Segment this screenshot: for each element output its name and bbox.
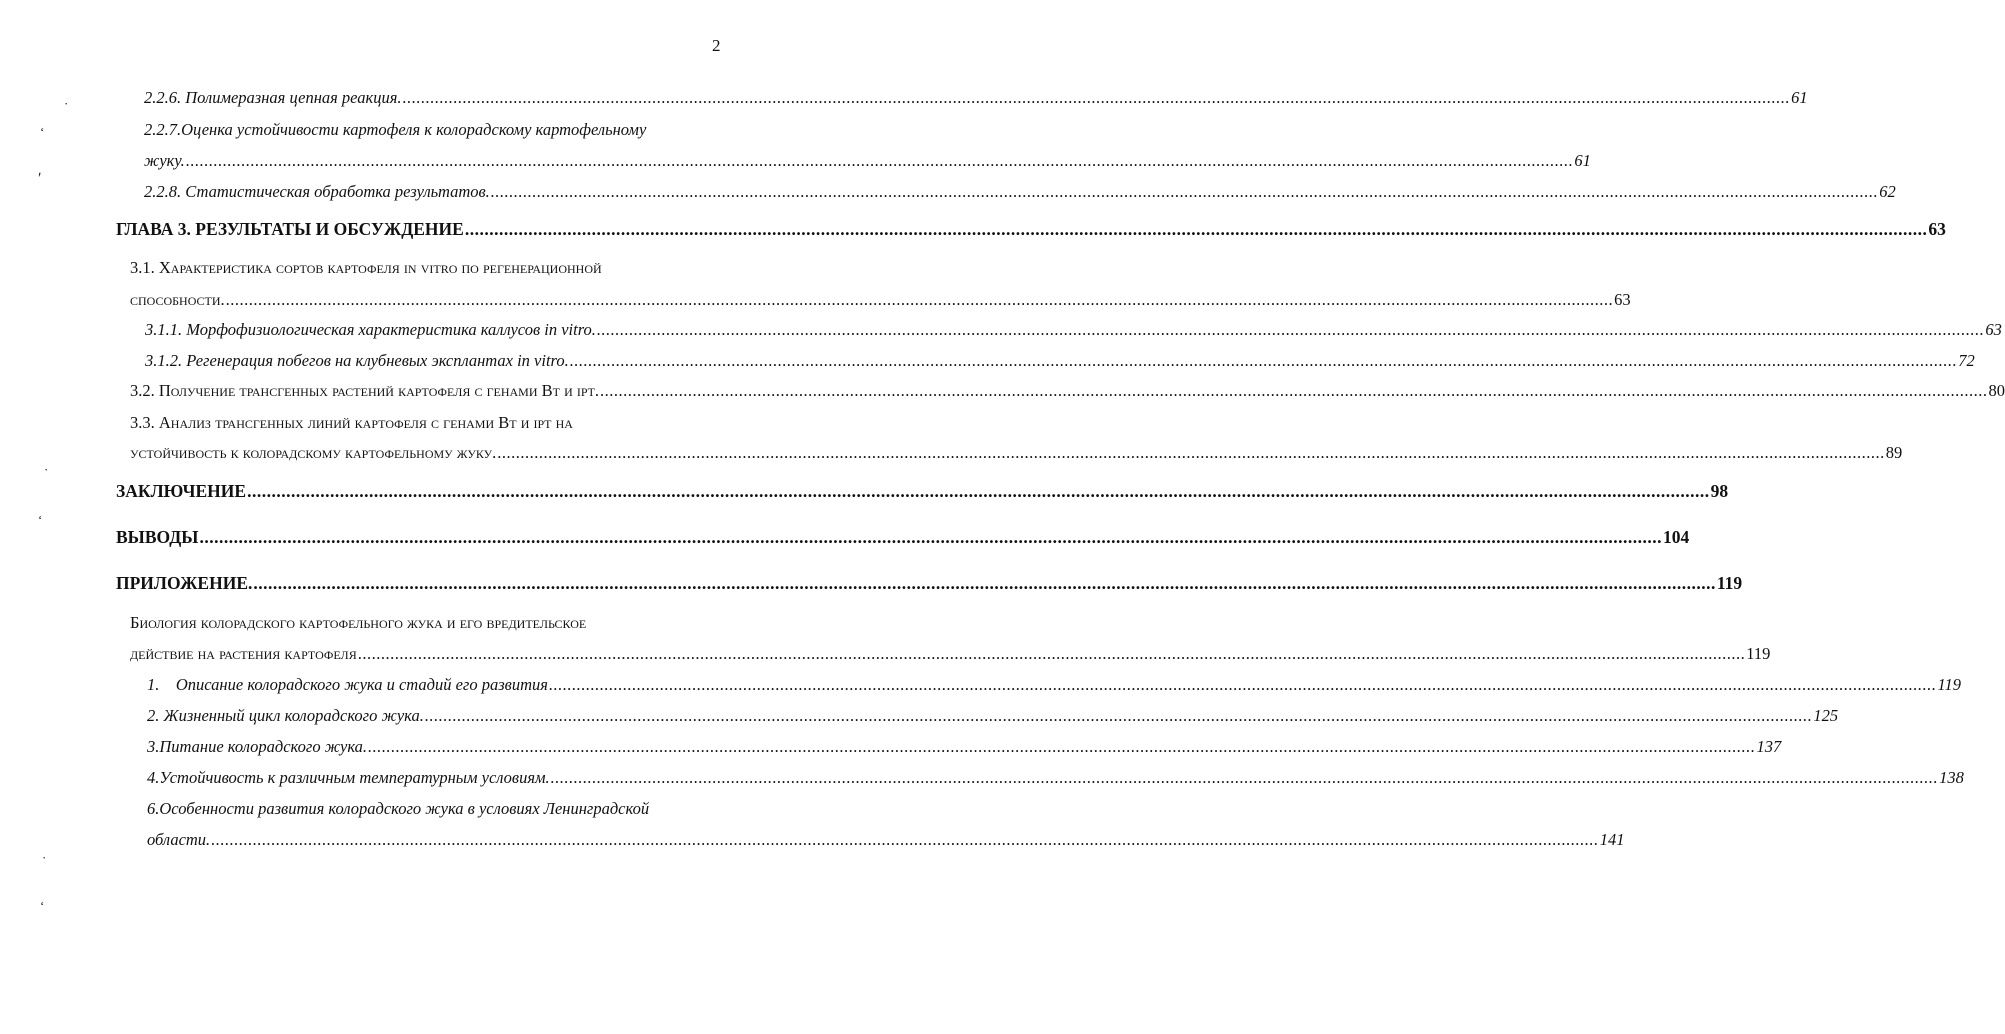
toc-entry: [147, 675, 1961, 695]
toc-entry: [144, 120, 724, 140]
toc-entry: [144, 182, 1896, 202]
toc-leader: ............................................................................................................................................................................................................................................................................................................: [548, 675, 1937, 694]
toc-entry: [130, 258, 724, 278]
toc-entry: [116, 527, 1690, 548]
toc-entry: [116, 219, 1946, 240]
toc-entry-title: 2.2.6. Полимеразная цепная реакция.: [144, 88, 402, 107]
toc-entry: [130, 413, 724, 433]
toc-entry-page: 89: [1885, 443, 1903, 462]
toc-entry-page: 119: [1716, 573, 1743, 593]
toc-entry: [147, 830, 1625, 850]
toc-entry: [130, 613, 724, 633]
page-number: 2: [712, 36, 721, 55]
toc-leader: ............................................................................................................................................................................................................................................................................................................: [225, 290, 1614, 309]
toc-entry-title: устойчивость к колорадскому картофельному жуку.: [130, 443, 497, 462]
toc-entry: [144, 151, 1591, 171]
toc-entry: [130, 443, 1903, 463]
toc-entry-page: 138: [1939, 768, 1964, 787]
toc-entry-title: области.: [147, 830, 211, 849]
speck: ‘: [38, 512, 43, 527]
toc-entry-page: 63: [1928, 219, 1946, 239]
toc-leader: ............................................................................................................................................................................................................................................................................................................: [199, 527, 1662, 547]
toc-entry: [147, 737, 1782, 757]
toc-leader: ............................................................................................................................................................................................................................................................................................................: [402, 88, 1791, 107]
toc-leader: ............................................................................................................................................................................................................................................................................................................: [211, 830, 1599, 849]
toc-leader: ............................................................................................................................................................................................................................................................................................................: [253, 573, 1716, 593]
toc-leader: ............................................................................................................................................................................................................................................................................................................: [185, 151, 1574, 170]
speck: ʹ: [38, 170, 42, 187]
toc-entry-title: 3.3. Анализ трансгенных линий картофеля с генами Bt и ipt на: [130, 413, 573, 432]
toc-entry-page: 72: [1958, 351, 1975, 370]
toc-entry-title: 4.Устойчивость к различным температурным условиям.: [147, 768, 550, 787]
toc-leader: ............................................................................................................................................................................................................................................................................................................: [490, 182, 1879, 201]
toc-entry: [147, 799, 724, 819]
toc-entry-title: 6.Особенности развития колорадского жука в условиях Ленинградской: [147, 799, 650, 818]
speck: ·: [44, 462, 49, 477]
toc-entry-page: 137: [1756, 737, 1782, 756]
toc-leader: ............................................................................................................................................................................................................................................................................................................: [464, 219, 1928, 239]
toc-entry-page: 104: [1663, 527, 1690, 547]
toc-entry-title: ЗАКЛЮЧЕНИЕ: [116, 481, 247, 501]
toc-entry-title: действие на растения картофеля: [130, 644, 357, 663]
speck: ‘: [40, 124, 45, 139]
toc-entry-title: 2.2.7.Оценка устойчивости картофеля к колорадскому картофельному: [144, 120, 647, 139]
toc-leader: ............................................................................................................................................................................................................................................................................................................: [424, 706, 1813, 725]
speck: ·: [64, 96, 69, 111]
toc-leader: ............................................................................................................................................................................................................................................................................................................: [368, 737, 1756, 756]
toc-entry: [130, 290, 1631, 310]
toc-entry-title: 1. Описание колорадского жука и стадий его развития: [147, 675, 548, 694]
toc-entry-page: 63: [1985, 320, 2002, 339]
toc-entry-title: 3.2. Получение трансгенных растений картофеля с генами Bt и ipt.: [130, 381, 600, 400]
toc-leader: ............................................................................................................................................................................................................................................................................................................: [497, 443, 1885, 462]
toc-entry-page: 61: [1791, 88, 1808, 107]
toc-entry-page: 119: [1746, 644, 1771, 663]
toc-entry-title: 3.1.2. Регенерация побегов на клубневых эксплантах in vitro.: [145, 351, 569, 370]
toc-entry-title: ПРИЛОЖЕНИЕ.: [116, 573, 253, 593]
toc-entry-title: 3.Питание колорадского жука.: [147, 737, 368, 756]
toc-entry-page: 62: [1879, 182, 1896, 201]
toc-entry-title: жуку.: [144, 151, 185, 170]
toc-entry: [147, 768, 1964, 788]
toc-entry-title: 2.2.8. Статистическая обработка результатов.: [144, 182, 490, 201]
toc-entry-page: 63: [1614, 290, 1631, 309]
toc-entry-title: способности.: [130, 290, 225, 309]
toc-entry-title: Биология колорадского картофельного жука и его вредительское: [130, 613, 587, 632]
toc-entry: [130, 644, 1771, 664]
toc-entry: [147, 706, 1839, 726]
toc-leader: ............................................................................................................................................................................................................................................................................................................: [357, 644, 1746, 663]
toc-entry-title: 2. Жизненный цикл колорадского жука.: [147, 706, 424, 725]
toc-leader: ............................................................................................................................................................................................................................................................................................................: [247, 481, 1710, 501]
toc-entry-title: ГЛАВА 3. РЕЗУЛЬТАТЫ И ОБСУЖДЕНИЕ: [116, 219, 464, 239]
toc-entry: [145, 320, 2002, 340]
toc-leader: ............................................................................................................................................................................................................................................................................................................: [569, 351, 1958, 370]
toc-entry-page: 98: [1710, 481, 1729, 501]
toc-entry-page: 141: [1599, 830, 1625, 849]
toc-leader: ............................................................................................................................................................................................................................................................................................................: [600, 381, 1988, 400]
toc-entry-title: ВЫВОДЫ: [116, 527, 199, 547]
toc-entry: [116, 573, 1743, 594]
toc-entry-page: 80: [1988, 381, 2005, 400]
toc-entry-page: 125: [1813, 706, 1839, 725]
toc-entry-title: 3.1.1. Морфофизиологическая характеристика каллусов in vitro.: [145, 320, 596, 339]
speck: ·: [42, 850, 47, 865]
toc-entry-title: 3.1. Характеристика сортов картофеля in vitro по регенерационной: [130, 258, 602, 277]
toc-entry: [145, 351, 1975, 371]
toc-entry: [144, 88, 1808, 108]
toc-entry: [116, 481, 1729, 502]
toc-entry: [130, 381, 2005, 401]
toc-entry-page: 61: [1574, 151, 1591, 170]
toc-leader: ............................................................................................................................................................................................................................................................................................................: [550, 768, 1939, 787]
toc-leader: ............................................................................................................................................................................................................................................................................................................: [596, 320, 1985, 339]
speck: ‘: [40, 898, 45, 913]
toc-entry-page: 119: [1937, 675, 1961, 694]
